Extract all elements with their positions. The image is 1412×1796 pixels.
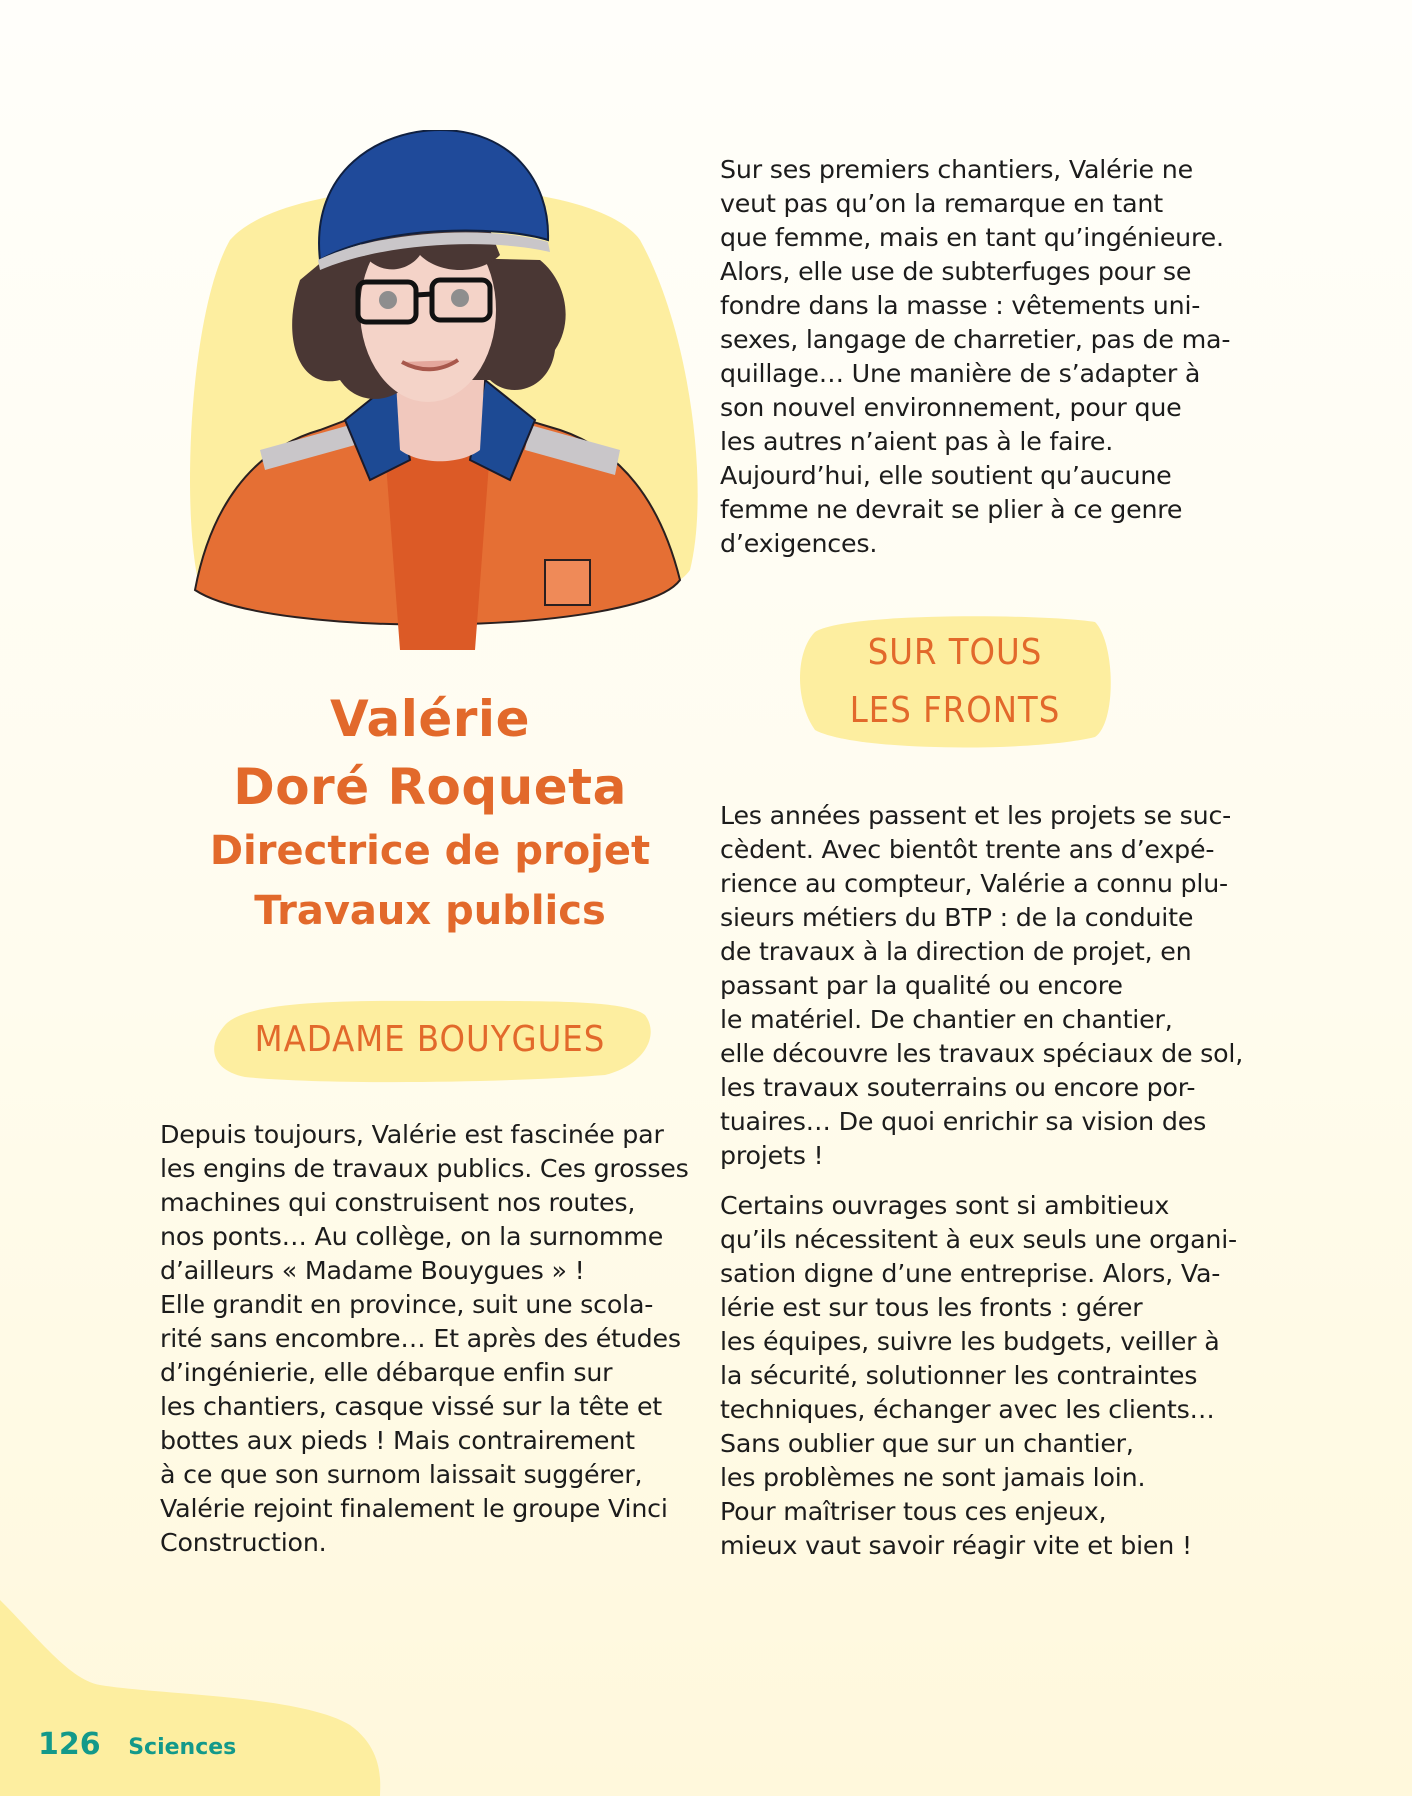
text-line: Les années passent et les projets se suc- [720,801,1232,830]
text-line: sexes, langage de charretier, pas de ma- [720,325,1231,354]
text-line: rience au compteur, Valérie a connu plu- [720,869,1228,898]
corner-yellow-shape [0,1600,400,1796]
text-line: nos ponts… Au collège, on la surnomme [160,1222,664,1251]
text-line: d’ailleurs « Madame Bouygues » ! [160,1256,585,1285]
person-role-line2: Travaux publics [254,888,606,934]
section-name: Sciences [128,1735,237,1760]
text-line: d’ingénierie, elle débarque enfin sur [160,1358,613,1387]
text-line: Construction. [160,1528,327,1557]
tshirt [385,450,490,650]
text-line: lérie est sur tous les fronts : gérer [720,1293,1143,1322]
madame-bouygues-paragraph [160,1118,689,1560]
text-line: de travaux à la direction de projet, en [720,937,1192,966]
text-line: les équipes, suivre les budgets, veiller à [720,1327,1220,1356]
text-line: la sécurité, solutionner les contraintes [720,1361,1198,1390]
section-heading-line2: LES FRONTS [849,690,1061,731]
fronts-paragraph-1 [720,799,1243,1173]
person-role-line1: Directrice de projet [209,828,651,874]
text-line: Pour maîtriser tous ces enjeux, [720,1497,1107,1526]
section-heading-madame-bouygues [205,995,655,1085]
text-line: Certains ouvrages sont si ambitieux [720,1191,1170,1220]
text-line: projets ! [720,1141,824,1170]
text-line: femme ne devrait se plier à ce genre [720,495,1183,524]
text-line: sieurs métiers du BTP : de la conduite [720,903,1194,932]
text-line: cèdent. Avec bientôt trente ans d’expé- [720,835,1215,864]
text-line: tuaires… De quoi enrichir sa vision des [720,1107,1207,1136]
text-line: passant par la qualité ou encore [720,971,1123,1000]
page-number: 126 [38,1727,101,1762]
text-line: Elle grandit en province, suit une scola- [160,1290,654,1319]
person-last-name: Doré Roqueta [233,758,627,816]
text-line: à ce que son surnom laissait suggérer, [160,1460,643,1489]
text-line: les autres n’aient pas à le faire. [720,427,1114,456]
text-line: que femme, mais en tant qu’ingénieure. [720,223,1224,252]
section-heading-text: MADAME BOUYGUES [254,1019,606,1060]
text-line: quillage… Une manière de s’adapter à [720,359,1201,388]
text-line: bottes aux pieds ! Mais contrairement [160,1426,635,1455]
text-line: Alors, elle use de subterfuges pour se [720,257,1192,286]
text-line: fondre dans la masse : vêtements uni- [720,291,1201,320]
text-line: machines qui construisent nos routes, [160,1188,636,1217]
text-line: sation digne d’une entreprise. Alors, Va- [720,1259,1221,1288]
page-footer [38,1727,236,1762]
text-line: le matériel. De chantier en chantier, [720,1005,1173,1034]
text-line: les problèmes ne sont jamais loin. [720,1463,1146,1492]
text-line: Depuis toujours, Valérie est fascinée par [160,1120,664,1149]
text-line: les chantiers, casque vissé sur la tête et [160,1392,663,1421]
profile-heading [150,685,710,941]
text-line: Aujourd’hui, elle soutient qu’aucune [720,461,1172,490]
text-line: Sur ses premiers chantiers, Valérie ne [720,155,1193,184]
text-line: techniques, échanger avec les clients… [720,1395,1215,1424]
intro-paragraph [720,153,1230,561]
section-heading-line1: SUR TOUS [867,632,1043,673]
text-line: mieux vaut savoir réagir vite et bien ! [720,1531,1192,1560]
text-line: les engins de travaux publics. Ces grosses [160,1154,689,1183]
portrait-illustration [170,130,710,660]
text-line: son nouvel environnement, pour que [720,393,1182,422]
text-line: veut pas qu’on la remarque en tant [720,189,1163,218]
text-line: Sans oublier que sur un chantier, [720,1429,1134,1458]
text-line: Valérie rejoint finalement le groupe Vinci [160,1494,668,1523]
fronts-paragraph-2 [720,1189,1237,1563]
text-line: d’exigences. [720,529,878,558]
person-first-name: Valérie [330,690,530,748]
text-line: rité sans encombre… Et après des études [160,1324,681,1353]
section-heading-sur-tous-les-fronts [795,612,1115,752]
chest-pocket [545,560,590,605]
text-line: elle découvre les travaux spéciaux de sol, [720,1039,1244,1068]
text-line: les travaux souterrains ou encore por- [720,1073,1196,1102]
text-line: qu’ils nécessitent à eux seuls une organi- [720,1225,1237,1254]
